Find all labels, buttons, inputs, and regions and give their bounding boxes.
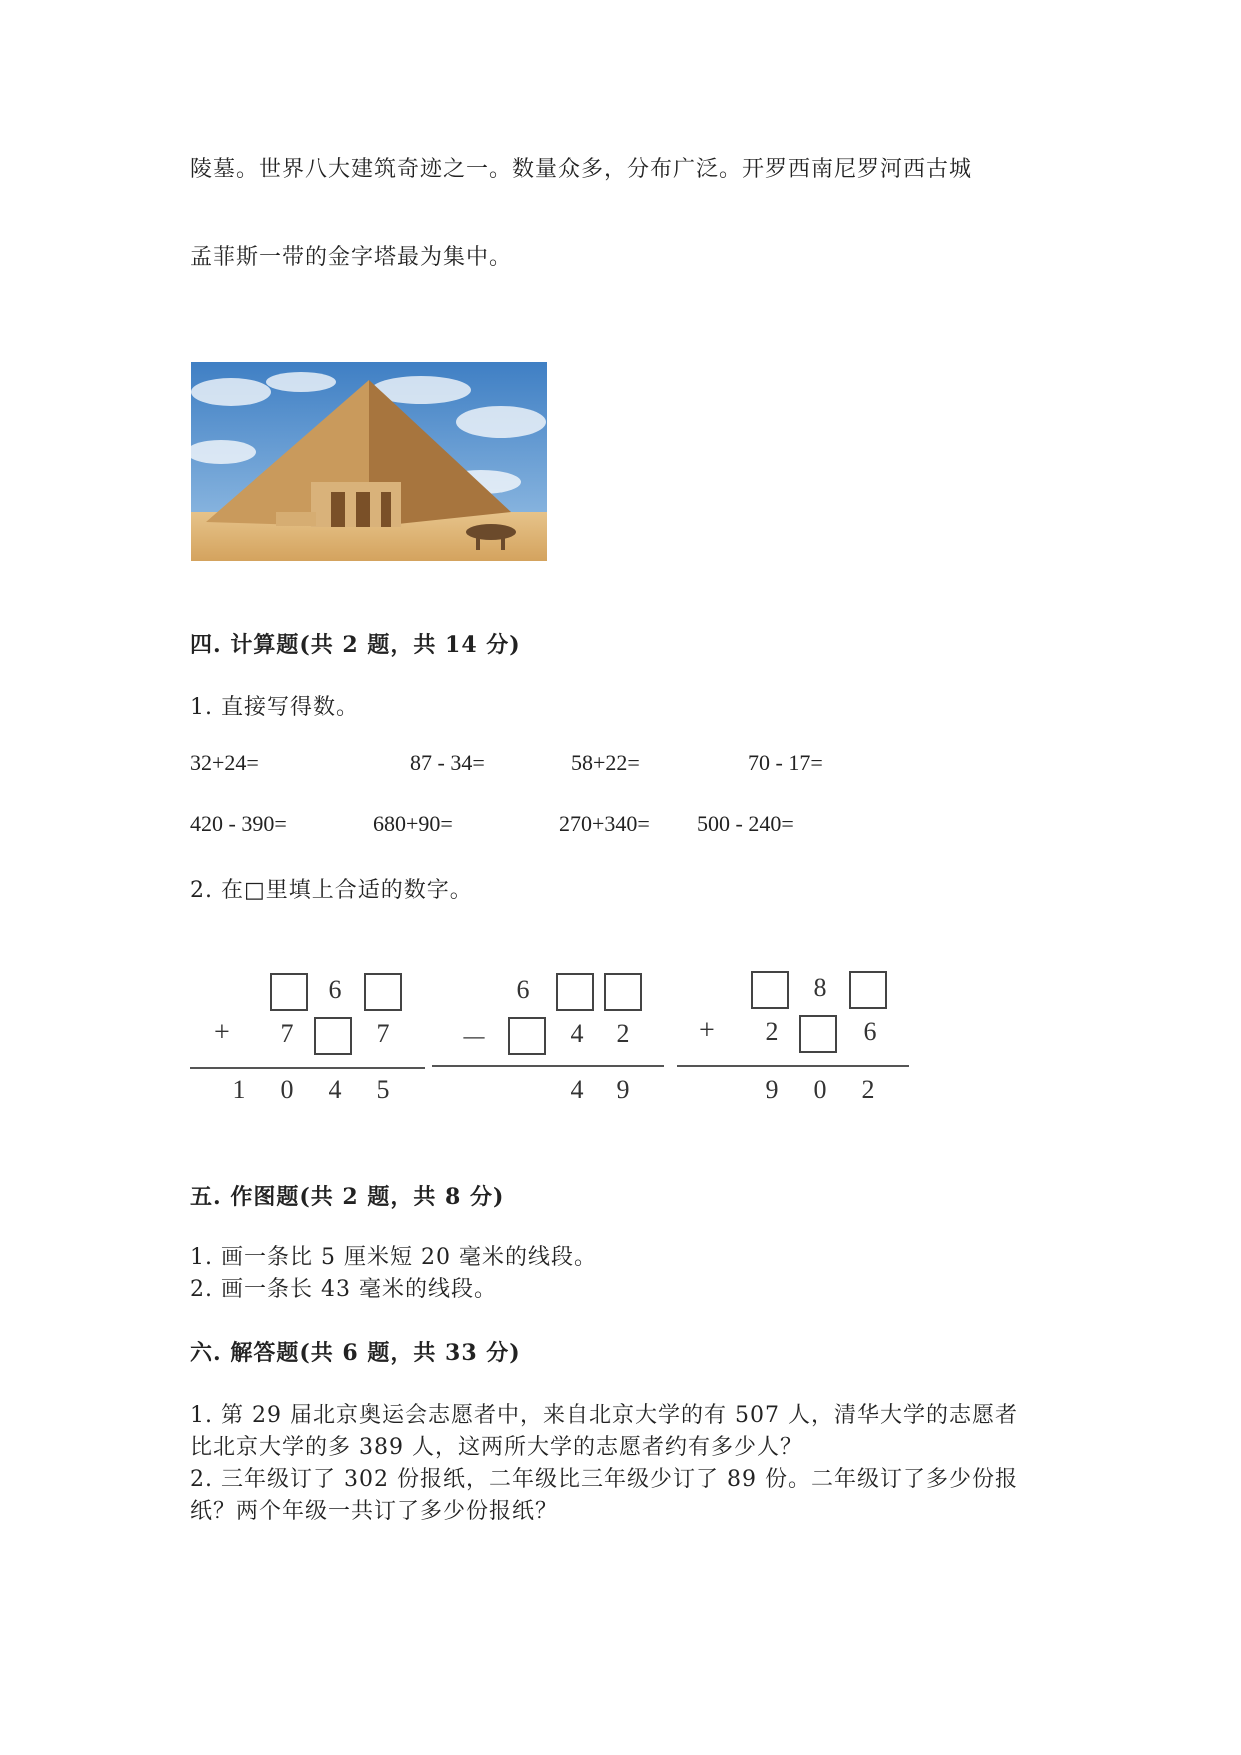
digit: 7 [280,1019,294,1048]
digit: 0 [280,1075,294,1104]
answer-box[interactable] [751,971,789,1009]
q4-2-prompt: 2. 在□里填上合适的数字。 [190,878,473,903]
answer-box[interactable] [849,971,887,1009]
digit: 2 [861,1075,875,1104]
calc-item: 87 - 34= [410,750,485,775]
vertical-problem-2 [432,965,664,1105]
digit: 2 [616,1019,630,1048]
digit: 9 [616,1075,630,1104]
q6-1-line-1: 1. 第 29 届北京奥运会志愿者中，来自北京大学的有 507 人，清华大学的志愿者 [190,1403,1018,1428]
digit: 1 [232,1075,246,1104]
digit: 7 [376,1019,390,1048]
pyramid-photo [191,362,547,561]
digit: 4 [570,1019,584,1048]
calc-item: 58+22= [571,750,640,775]
digit: 2 [765,1017,779,1046]
calc-item: 680+90= [373,811,453,836]
answer-box[interactable] [508,1017,546,1055]
q5-1: 1. 画一条比 5 厘米短 20 毫米的线段。 [190,1245,597,1270]
calc-item: 270+340= [559,811,650,836]
digit: 8 [813,973,827,1002]
digit: 6 [328,975,342,1004]
digit: 6 [516,975,530,1004]
q4-1-prompt: 1. 直接写得数。 [190,695,359,720]
calc-item: 32+24= [190,750,259,775]
vertical-problem-1 [190,965,425,1105]
operator: + [214,1017,230,1048]
answer-box[interactable] [604,973,642,1011]
operator: + [699,1015,715,1046]
answer-box[interactable] [270,973,308,1011]
digit: 4 [328,1075,342,1104]
section-6-heading: 六. 解答题(共 6 题，共 33 分) [190,1340,521,1366]
sum-line [190,1067,425,1069]
difference-line [432,1065,664,1067]
operator: － [460,1024,489,1055]
q6-1-line-2: 比北京大学的多 389 人，这两所大学的志愿者约有多少人？ [190,1435,803,1460]
answer-box[interactable] [364,973,402,1011]
digit: 0 [813,1075,827,1104]
q6-2-line-1: 2. 三年级订了 302 份报纸，二年级比三年级少订了 89 份。二年级订了多少份报 [190,1467,1018,1492]
calc-item: 500 - 240= [697,811,794,836]
sum-line [677,1065,909,1067]
answer-box[interactable] [799,1015,837,1053]
intro-line-1: 陵墓。世界八大建筑奇迹之一。数量众多，分布广泛。开罗西南尼罗河西古城 [190,157,973,182]
q6-2-line-2: 纸？两个年级一共订了多少份报纸？ [190,1499,559,1524]
digit: 6 [863,1017,877,1046]
digit: 9 [765,1075,779,1104]
answer-box[interactable] [556,973,594,1011]
intro-line-2: 孟菲斯一带的金字塔最为集中。 [190,245,513,270]
calc-item: 420 - 390= [190,811,287,836]
vertical-problem-3 [677,965,909,1105]
section-4-heading: 四. 计算题(共 2 题，共 14 分) [190,632,521,658]
calc-item: 70 - 17= [748,750,823,775]
q5-2: 2. 画一条长 43 毫米的线段。 [190,1277,497,1302]
digit: 4 [570,1075,584,1104]
digit: 5 [376,1075,390,1104]
answer-box[interactable] [314,1017,352,1055]
section-5-heading: 五. 作图题(共 2 题，共 8 分) [190,1184,505,1210]
